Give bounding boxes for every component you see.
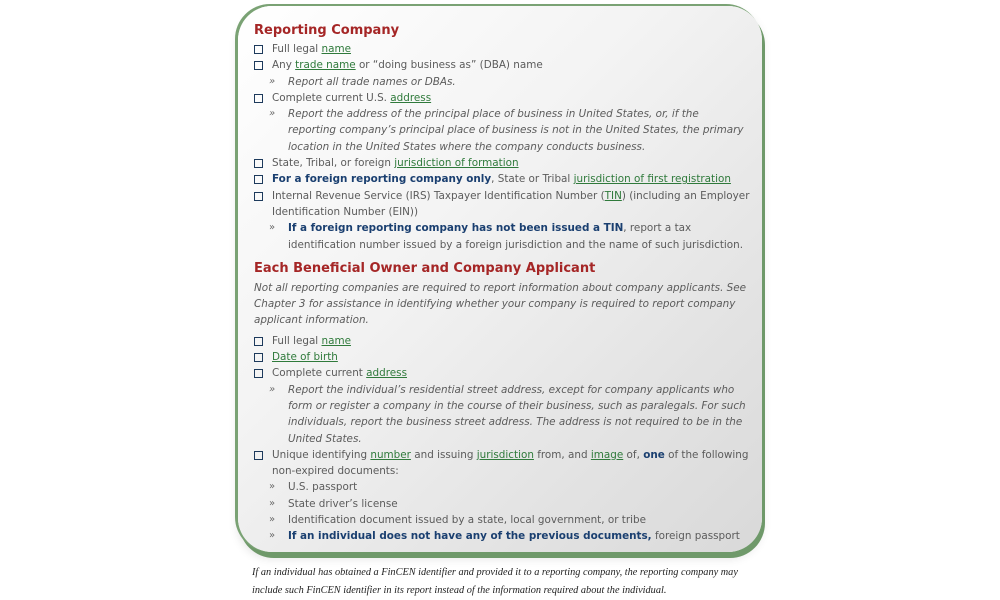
reporting-company-heading: Reporting Company [254,23,400,38]
checklist-item-owner-address: Complete current address [254,365,750,381]
checklist-item-unique-identifier: Unique identifying number and issuing jurisdiction from, and image of, one of the following non-expired documents: [254,447,750,480]
company-applicant-note: Not all reporting companies are required to report information about company applicants. See Chapter 3 for assistance in identifying whether your company is required to report company applicant information. [254,281,747,327]
checkbox-icon [254,337,263,346]
owner-address-link[interactable]: address [366,367,407,380]
chevron-right-icon: » [269,481,276,493]
checkbox-icon [254,369,263,378]
checklist-item-trade-name: Any trade name or “doing business as” (DBA) name [254,57,750,73]
checkbox-icon [254,61,263,70]
chevron-right-icon: » [269,108,276,120]
checklist-item-legal-name: Full legal name [254,41,750,57]
document-item: » Identification document issued by a state, local government, or tribe [254,512,750,528]
chevron-right-icon: » [269,514,276,526]
checkbox-icon [254,159,263,168]
jurisdiction-link[interactable]: jurisdiction [476,448,534,461]
checkbox-icon [254,94,263,103]
jurisdiction-of-formation-link[interactable]: jurisdiction of formation [394,157,519,170]
checkbox-icon [254,45,263,54]
number-link[interactable]: number [370,448,411,461]
checkbox-icon [254,192,263,201]
checkbox-icon [254,175,263,184]
checkbox-icon [254,353,263,362]
chevron-right-icon: » [269,530,276,542]
chevron-right-icon: » [269,75,276,87]
checklist-item-us-address: Complete current U.S. address [254,90,750,106]
owner-address-note: » Report the individual’s residential street address, except for company applicants who form or register a company in the course of their business, such as paralegals. For such individuals, report the business street address. The address is not required to be in the United States. [269,383,746,445]
document-item: » U.S. passport [254,479,750,495]
requirements-panel [238,6,762,552]
trade-name-link[interactable]: trade name [295,59,356,72]
chevron-right-icon: » [269,222,276,234]
checklist-item-jurisdiction: State, Tribal, or foreign jurisdiction of formation [254,155,750,171]
requirements-content [254,21,750,545]
date-of-birth-link[interactable]: Date of birth [272,351,338,364]
owner-name-link[interactable]: name [321,334,351,347]
chevron-right-icon: » [269,383,276,395]
checklist-item-owner-name: Full legal name [254,333,750,349]
jurisdiction-of-first-registration-link[interactable]: jurisdiction of first registration [573,173,731,186]
document-item-foreign-passport: » If an individual does not have any of the previous documents, foreign passport [254,528,750,544]
address-link[interactable]: address [390,91,432,104]
fincen-identifier-footnote: If an individual has obtained a FinCEN identifier and provided it to a reporting company, the reporting company may include such FinCEN identifier in its report instead of the information required about the individual. [252,567,738,596]
document-item: » State driver’s license [254,496,750,512]
us-address-note: » Report the address of the principal place of business in United States, or, if the reporting company’s principal place of business is not in the United States, the primary location in the United States where the company conducts business. [269,108,744,153]
tin-link[interactable]: TIN [604,189,622,202]
checklist-item-foreign-registration: For a foreign reporting company only, State or Tribal jurisdiction of first registration [254,171,750,187]
name-link[interactable]: name [321,43,351,55]
tin-note: » If a foreign reporting company has not been issued a TIN, report a tax identification number issued by a foreign jurisdiction and the name of such jurisdiction. [269,222,744,251]
checkbox-icon [254,451,263,460]
checklist-item-dob [254,349,750,365]
checklist-item-tin: Internal Revenue Service (IRS) Taxpayer Identification Number (TIN) (including an Employer Identification Number (EIN)) [254,188,750,221]
image-link[interactable]: image [590,448,624,461]
beneficial-owner-heading: Each Beneficial Owner and Company Applicant [254,260,596,276]
trade-name-note: » Report all trade names or DBAs. [254,74,750,90]
chevron-right-icon: » [269,497,276,509]
